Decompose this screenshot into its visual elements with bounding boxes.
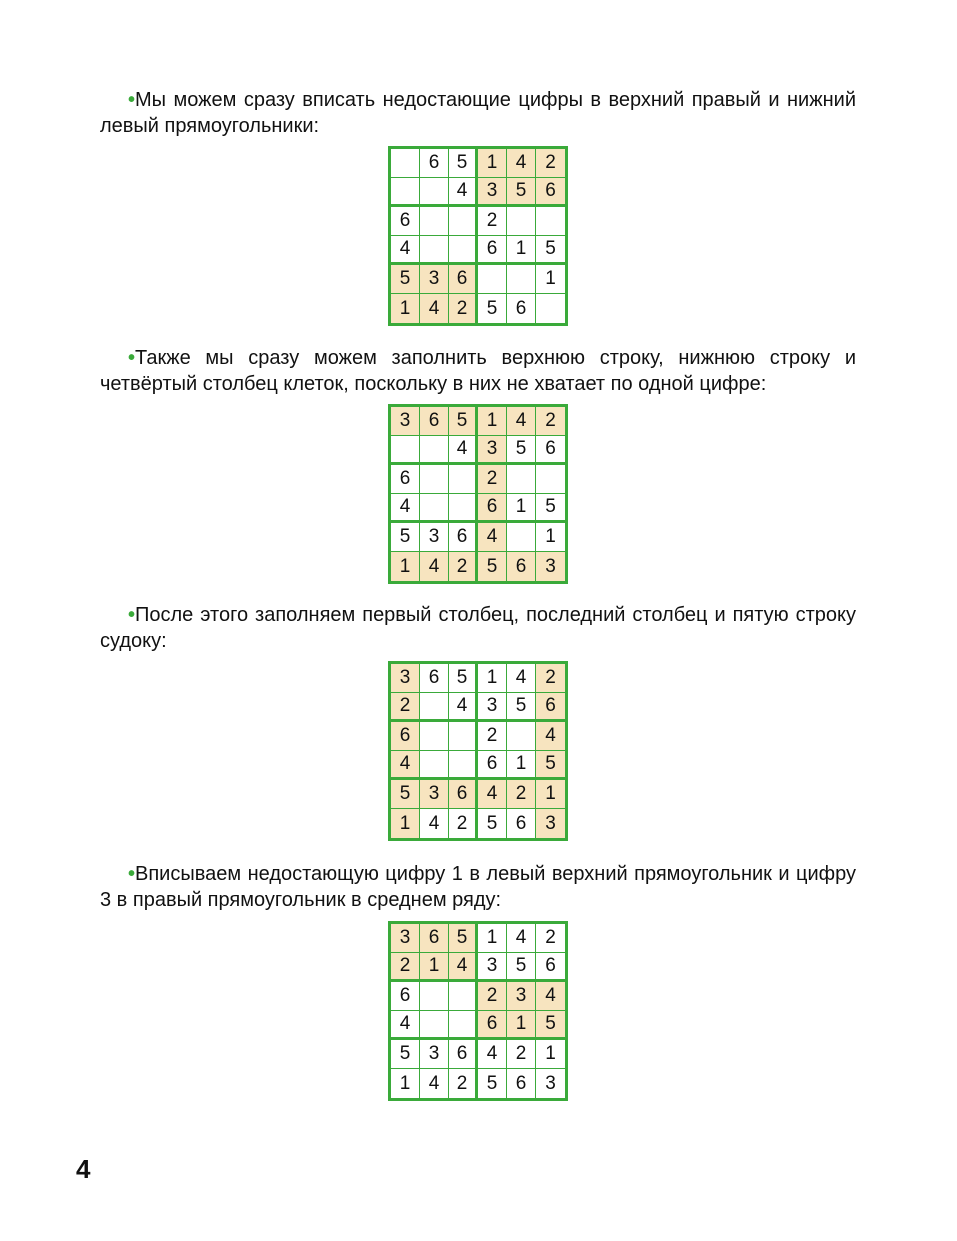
sudoku-cell: 5 (391, 780, 420, 809)
page-number: 4 (76, 1154, 91, 1184)
sudoku-cell (420, 982, 449, 1011)
sudoku-cell: 4 (507, 664, 536, 693)
sudoku-cell: 4 (449, 693, 478, 722)
paragraph-text: Также мы сразу можем заполнить верхнюю строку, нижнюю строку и четвёртый столбец клеток, поскольку в них не хватает по одной цифре: (100, 347, 856, 395)
sudoku-grid-1 (388, 146, 568, 326)
sudoku-grid-2 (388, 404, 568, 584)
sudoku-cell: 2 (478, 722, 507, 751)
sudoku-cell (420, 494, 449, 523)
sudoku-cell (449, 1011, 478, 1040)
sudoku-cell: 6 (536, 436, 565, 465)
sudoku-cell: 2 (507, 1040, 536, 1069)
paragraph-text: Вписываем недостающую цифру 1 в левый верхний прямоугольник и цифру 3 в правый прямоугольник в среднем ряду: (100, 863, 856, 911)
sudoku-cell: 6 (449, 1040, 478, 1069)
sudoku-cell: 4 (449, 436, 478, 465)
sudoku-cell: 4 (449, 953, 478, 982)
sudoku-cell: 1 (507, 1011, 536, 1040)
sudoku-cell: 6 (536, 953, 565, 982)
sudoku-cell (507, 265, 536, 294)
sudoku-cell: 5 (536, 236, 565, 265)
sudoku-cell: 4 (391, 1011, 420, 1040)
sudoku-cell: 4 (478, 523, 507, 552)
sudoku-cell (391, 436, 420, 465)
paragraph-3 (100, 602, 856, 654)
sudoku-cell: 5 (478, 1069, 507, 1098)
sudoku-cell: 4 (507, 924, 536, 953)
bullet-icon: • (128, 604, 136, 626)
sudoku-cell: 3 (420, 265, 449, 294)
sudoku-cell: 2 (536, 407, 565, 436)
sudoku-cell: 4 (391, 236, 420, 265)
sudoku-cell: 1 (536, 523, 565, 552)
sudoku-cell (478, 265, 507, 294)
sudoku-cell: 1 (391, 1069, 420, 1098)
sudoku-cell: 2 (391, 693, 420, 722)
sudoku-cell: 5 (507, 953, 536, 982)
sudoku-cell (536, 207, 565, 236)
sudoku-cell: 3 (420, 780, 449, 809)
paragraph-2 (100, 345, 856, 397)
sudoku-cell: 1 (507, 494, 536, 523)
sudoku-cell: 1 (536, 265, 565, 294)
sudoku-cell (449, 751, 478, 780)
sudoku-cell: 4 (420, 1069, 449, 1098)
sudoku-cell: 6 (507, 552, 536, 581)
sudoku-cell (420, 436, 449, 465)
sudoku-cell (536, 465, 565, 494)
sudoku-cell: 5 (449, 664, 478, 693)
sudoku-cell: 3 (536, 552, 565, 581)
sudoku-cell: 2 (478, 982, 507, 1011)
sudoku-cell: 1 (507, 236, 536, 265)
sudoku-cell: 2 (449, 809, 478, 838)
sudoku-cell: 1 (536, 1040, 565, 1069)
sudoku-cell: 1 (478, 149, 507, 178)
sudoku-cell: 5 (507, 178, 536, 207)
sudoku-cell: 1 (391, 552, 420, 581)
sudoku-cell: 6 (420, 924, 449, 953)
sudoku-cell: 6 (478, 494, 507, 523)
sudoku-cell: 5 (478, 809, 507, 838)
sudoku-cell: 2 (478, 465, 507, 494)
sudoku-cell (449, 207, 478, 236)
sudoku-grid-3 (388, 661, 568, 841)
sudoku-cell: 1 (478, 924, 507, 953)
bullet-icon: • (128, 347, 136, 369)
sudoku-cell (507, 523, 536, 552)
sudoku-cell: 6 (420, 664, 449, 693)
sudoku-cell: 6 (449, 780, 478, 809)
paragraph-text: После этого заполняем первый столбец, последний столбец и пятую строку судоку: (100, 604, 856, 652)
sudoku-cell: 1 (536, 780, 565, 809)
sudoku-cell: 6 (391, 722, 420, 751)
sudoku-cell: 3 (420, 523, 449, 552)
sudoku-cell: 4 (420, 552, 449, 581)
bullet-icon: • (128, 89, 136, 111)
sudoku-cell (507, 207, 536, 236)
sudoku-cell: 6 (536, 178, 565, 207)
sudoku-cell: 4 (449, 178, 478, 207)
sudoku-cell: 5 (507, 693, 536, 722)
sudoku-cell: 6 (507, 809, 536, 838)
sudoku-cell: 3 (478, 953, 507, 982)
sudoku-cell: 6 (420, 149, 449, 178)
sudoku-cell: 6 (391, 207, 420, 236)
sudoku-cell (391, 149, 420, 178)
sudoku-cell (507, 722, 536, 751)
sudoku-cell: 5 (536, 751, 565, 780)
paragraph-4 (100, 861, 856, 913)
sudoku-cell: 3 (478, 436, 507, 465)
sudoku-cell: 2 (507, 780, 536, 809)
sudoku-cell: 2 (391, 953, 420, 982)
sudoku-cell: 1 (420, 953, 449, 982)
sudoku-cell (420, 1011, 449, 1040)
sudoku-cell: 4 (478, 1040, 507, 1069)
sudoku-cell (507, 465, 536, 494)
sudoku-cell: 6 (391, 982, 420, 1011)
sudoku-grid-4 (388, 921, 568, 1101)
sudoku-cell (420, 465, 449, 494)
sudoku-cell (449, 982, 478, 1011)
sudoku-cell: 2 (536, 149, 565, 178)
paragraph-1 (100, 87, 856, 139)
bullet-icon: • (128, 863, 136, 885)
sudoku-cell: 3 (420, 1040, 449, 1069)
sudoku-cell (420, 236, 449, 265)
sudoku-cell (420, 178, 449, 207)
sudoku-cell: 6 (478, 751, 507, 780)
sudoku-cell: 1 (478, 664, 507, 693)
sudoku-cell: 6 (478, 236, 507, 265)
sudoku-cell: 2 (449, 294, 478, 323)
sudoku-cell: 6 (391, 465, 420, 494)
sudoku-cell: 1 (391, 809, 420, 838)
sudoku-cell (449, 722, 478, 751)
sudoku-cell: 6 (536, 693, 565, 722)
sudoku-cell: 6 (507, 294, 536, 323)
sudoku-cell: 3 (391, 924, 420, 953)
sudoku-cell: 6 (449, 523, 478, 552)
sudoku-cell: 2 (536, 664, 565, 693)
sudoku-cell: 3 (478, 178, 507, 207)
sudoku-cell: 3 (391, 407, 420, 436)
sudoku-cell: 1 (478, 407, 507, 436)
sudoku-cell: 4 (478, 780, 507, 809)
sudoku-cell (420, 751, 449, 780)
sudoku-cell: 5 (449, 149, 478, 178)
sudoku-cell: 4 (536, 722, 565, 751)
sudoku-cell (420, 207, 449, 236)
sudoku-cell: 5 (449, 924, 478, 953)
sudoku-cell: 2 (536, 924, 565, 953)
sudoku-cell: 2 (449, 552, 478, 581)
sudoku-cell (449, 494, 478, 523)
sudoku-cell: 4 (536, 982, 565, 1011)
sudoku-cell: 3 (391, 664, 420, 693)
sudoku-cell: 4 (420, 809, 449, 838)
sudoku-cell: 5 (478, 294, 507, 323)
sudoku-cell: 6 (420, 407, 449, 436)
sudoku-cell (420, 722, 449, 751)
sudoku-cell: 3 (478, 693, 507, 722)
sudoku-cell: 5 (391, 523, 420, 552)
sudoku-cell: 6 (478, 1011, 507, 1040)
sudoku-cell: 4 (507, 407, 536, 436)
sudoku-cell: 5 (536, 494, 565, 523)
sudoku-cell: 1 (507, 751, 536, 780)
sudoku-cell: 5 (478, 552, 507, 581)
sudoku-cell: 6 (507, 1069, 536, 1098)
sudoku-cell (449, 465, 478, 494)
sudoku-cell: 5 (449, 407, 478, 436)
sudoku-cell (420, 693, 449, 722)
sudoku-cell: 4 (420, 294, 449, 323)
sudoku-cell: 2 (449, 1069, 478, 1098)
sudoku-cell: 5 (391, 265, 420, 294)
sudoku-cell (536, 294, 565, 323)
sudoku-cell: 5 (536, 1011, 565, 1040)
sudoku-cell: 4 (391, 751, 420, 780)
sudoku-cell (391, 178, 420, 207)
sudoku-cell: 3 (507, 982, 536, 1011)
sudoku-cell: 4 (507, 149, 536, 178)
sudoku-cell: 5 (391, 1040, 420, 1069)
paragraph-text: Мы можем сразу вписать недостающие цифры в верхний правый и нижний левый прямоугольники: (100, 89, 856, 137)
sudoku-cell: 2 (478, 207, 507, 236)
sudoku-cell: 1 (391, 294, 420, 323)
sudoku-cell: 3 (536, 809, 565, 838)
sudoku-cell: 5 (507, 436, 536, 465)
sudoku-cell: 4 (391, 494, 420, 523)
sudoku-cell: 3 (536, 1069, 565, 1098)
sudoku-cell (449, 236, 478, 265)
sudoku-cell: 6 (449, 265, 478, 294)
